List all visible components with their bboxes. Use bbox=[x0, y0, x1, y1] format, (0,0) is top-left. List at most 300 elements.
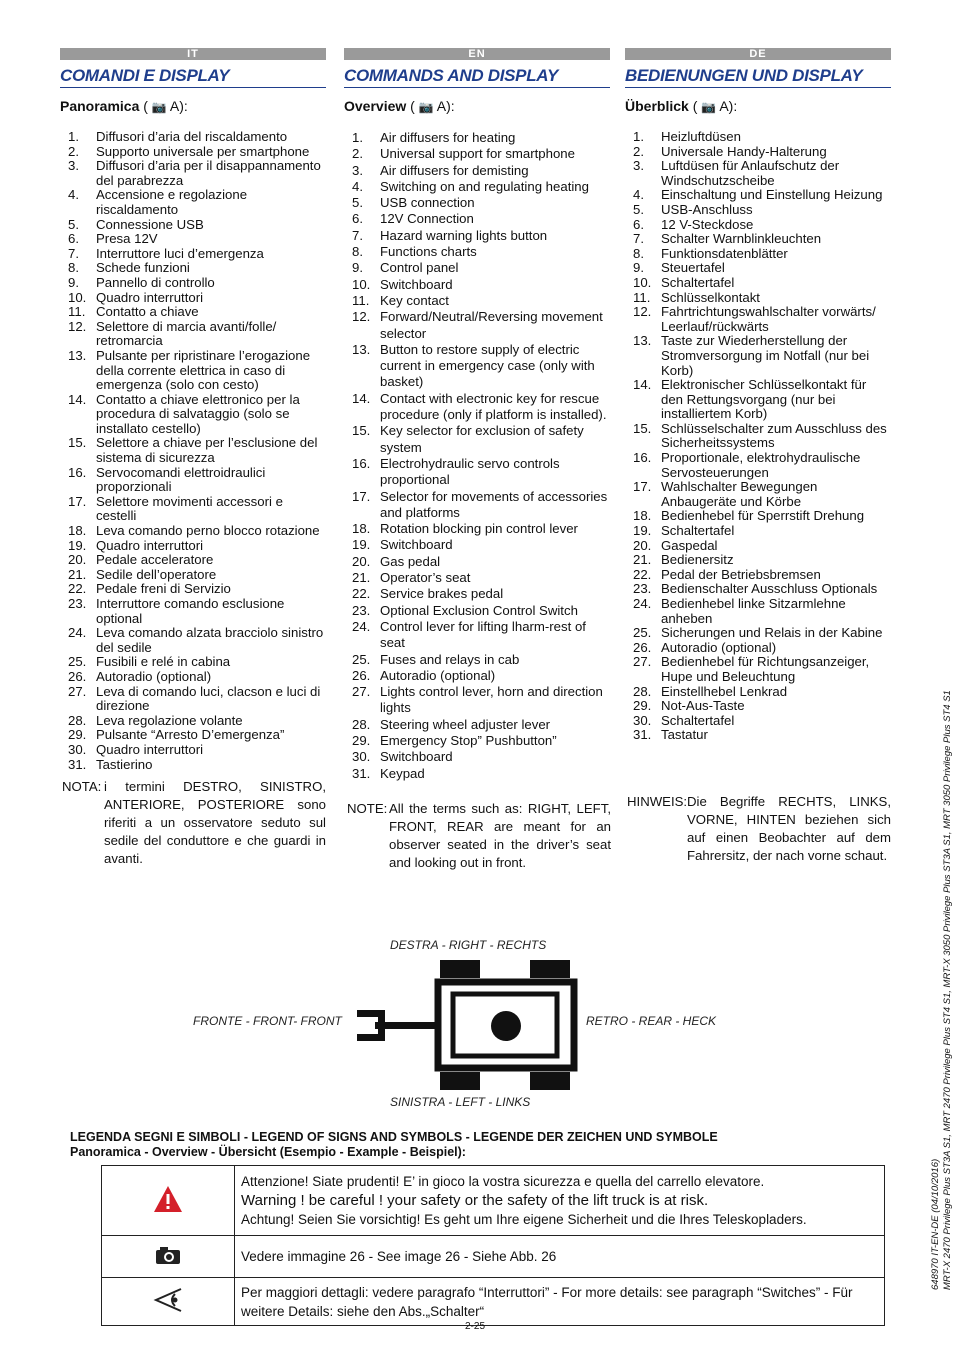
item-number: 27. bbox=[352, 684, 371, 700]
list-item bbox=[60, 655, 326, 670]
item-number: 20. bbox=[633, 537, 652, 553]
item-list-it bbox=[60, 130, 326, 772]
list-item bbox=[60, 466, 326, 495]
list-item bbox=[60, 539, 326, 554]
item-number: 23. bbox=[68, 596, 87, 611]
item-text: Operator’s seat bbox=[380, 570, 471, 586]
list-item bbox=[625, 203, 891, 218]
item-text: Autoradio (optional) bbox=[661, 639, 777, 655]
item-number: 1. bbox=[633, 129, 644, 144]
item-number: 30. bbox=[352, 749, 371, 765]
item-text: Forward/Neutral/Reversing movement selector bbox=[380, 309, 603, 341]
item-number: 7. bbox=[68, 245, 79, 261]
list-item bbox=[344, 456, 610, 489]
section-title-it: COMANDI E DISPLAY bbox=[60, 66, 326, 88]
item-text: Bedienhebel linke Sitzarmlehne anheben bbox=[661, 596, 846, 626]
item-number: 4. bbox=[633, 187, 644, 203]
lang-bar-en: EN bbox=[344, 48, 610, 60]
list-item bbox=[60, 232, 326, 247]
item-number: 27. bbox=[633, 654, 652, 670]
orientation-diagram bbox=[190, 935, 750, 1115]
list-item bbox=[60, 714, 326, 729]
overview-label: Overview bbox=[344, 98, 407, 114]
warning-text-it: Attenzione! Siate prudenti! E’ in gioco la vostra sicurezza e quella del carrello elevatore. bbox=[241, 1174, 765, 1189]
list-item bbox=[344, 179, 610, 195]
list-item bbox=[344, 749, 610, 765]
list-item bbox=[625, 188, 891, 203]
list-item bbox=[344, 293, 610, 309]
item-text: Selettore di marcia avanti/folle/ retromarcia bbox=[96, 318, 277, 349]
item-text: Rotation blocking pin control lever bbox=[380, 521, 578, 537]
list-item bbox=[344, 195, 610, 211]
item-text: Einschaltung und Einstellung Heizung bbox=[661, 187, 883, 203]
list-item bbox=[344, 766, 610, 782]
item-number: 11. bbox=[352, 292, 370, 308]
item-text: Quadro interruttori bbox=[96, 289, 204, 305]
item-number: 29. bbox=[633, 698, 652, 714]
item-number: 10. bbox=[68, 289, 87, 305]
item-number: 28. bbox=[633, 683, 652, 699]
item-text: Fusibili e relé in cabina bbox=[96, 654, 231, 670]
item-number: 3. bbox=[633, 158, 644, 174]
item-text: Universal support for smartphone bbox=[380, 146, 575, 162]
item-number: 25. bbox=[352, 651, 371, 667]
warning-icon bbox=[153, 1185, 183, 1213]
item-text: Key selector for exclusion of safety system bbox=[380, 423, 584, 455]
item-number: 7. bbox=[352, 227, 363, 243]
item-text: Gaspedal bbox=[661, 537, 718, 553]
legend-row-eye bbox=[102, 1278, 885, 1326]
item-number: 17. bbox=[633, 479, 652, 495]
item-number: 2. bbox=[68, 143, 79, 159]
list-item bbox=[625, 699, 891, 714]
item-number: 21. bbox=[352, 570, 371, 586]
overview-ref: A): bbox=[436, 98, 455, 114]
item-text: Gas pedal bbox=[380, 553, 441, 569]
note-label: HINWEIS: bbox=[627, 794, 688, 809]
list-item bbox=[344, 619, 610, 652]
legend-subtitle: Panoramica - Overview - Übersicht (Esempio - Example - Beispiel): bbox=[70, 1145, 466, 1159]
list-item bbox=[344, 489, 610, 522]
item-text: Tastierino bbox=[96, 756, 153, 772]
item-text: Bedienersitz bbox=[661, 552, 734, 568]
item-number: 22. bbox=[352, 586, 371, 602]
list-item bbox=[344, 244, 610, 260]
item-text: Luftdüsen für Anlaufschutz der Windschutzscheibe bbox=[661, 158, 840, 188]
list-item bbox=[60, 582, 326, 597]
item-number: 13. bbox=[633, 333, 652, 349]
list-item bbox=[60, 670, 326, 685]
list-item bbox=[625, 422, 891, 451]
list-item bbox=[625, 582, 891, 597]
list-item bbox=[625, 232, 891, 247]
item-text: Lights control lever, horn and direction lights bbox=[380, 684, 603, 716]
item-number: 12. bbox=[352, 309, 371, 325]
section-title-de: BEDIENUNGEN UND DISPLAY bbox=[625, 66, 891, 88]
item-number: 1. bbox=[68, 129, 79, 144]
item-text: Supporto universale per smartphone bbox=[96, 143, 310, 159]
item-number: 31. bbox=[352, 765, 371, 781]
note-it bbox=[62, 778, 326, 868]
item-number: 24. bbox=[352, 618, 371, 634]
list-item bbox=[60, 130, 326, 145]
item-number: 20. bbox=[352, 553, 371, 569]
page-number: 2-25 bbox=[465, 1321, 486, 1332]
camera-text-it-en: Vedere immagine 26 - See image 26 - bbox=[241, 1249, 469, 1264]
list-item bbox=[60, 349, 326, 393]
item-text: Service brakes pedal bbox=[380, 586, 504, 602]
list-item bbox=[60, 553, 326, 568]
item-list-de bbox=[625, 130, 891, 743]
column-german bbox=[625, 48, 891, 743]
item-number: 3. bbox=[352, 162, 363, 178]
item-text: Hazard warning lights button bbox=[380, 227, 548, 243]
item-number: 20. bbox=[68, 552, 87, 568]
list-item bbox=[625, 553, 891, 568]
item-text: Sicherungen und Relais in der Kabine bbox=[661, 625, 883, 641]
overview-heading-de: Überblick ( 📷 A): bbox=[625, 98, 738, 114]
legend-row-camera bbox=[102, 1236, 885, 1278]
lang-bar-de: DE bbox=[625, 48, 891, 60]
list-item bbox=[625, 378, 891, 422]
list-item bbox=[344, 342, 610, 391]
item-text: Schede funzioni bbox=[96, 260, 190, 276]
list-item bbox=[60, 743, 326, 758]
item-number: 9. bbox=[633, 260, 644, 276]
overview-label: Panoramica bbox=[60, 98, 140, 114]
item-text: Proportionale, elektrohydraulische Servosteuerungen bbox=[661, 450, 861, 480]
item-text: Control lever for lifting lharm-rest of seat bbox=[380, 618, 586, 651]
list-item bbox=[60, 159, 326, 188]
list-item bbox=[625, 509, 891, 524]
item-number: 26. bbox=[633, 639, 652, 655]
side-doc-info bbox=[930, 690, 954, 1290]
item-number: 4. bbox=[352, 178, 363, 194]
item-number: 9. bbox=[68, 274, 79, 290]
list-item bbox=[60, 320, 326, 349]
item-number: 30. bbox=[68, 741, 87, 757]
list-item bbox=[344, 733, 610, 749]
item-number: 6. bbox=[633, 216, 644, 232]
item-text: Servocomandi elettroidraulici proporzionali bbox=[96, 464, 266, 495]
item-number: 31. bbox=[68, 756, 87, 772]
item-text: Presa 12V bbox=[96, 231, 158, 247]
item-number: 19. bbox=[633, 523, 652, 539]
item-text: Pannello di controllo bbox=[96, 274, 215, 290]
item-text: 12V Connection bbox=[380, 211, 474, 227]
item-text: Schaltertafel bbox=[661, 274, 735, 290]
list-item bbox=[60, 495, 326, 524]
list-item bbox=[344, 260, 610, 276]
list-item bbox=[625, 728, 891, 743]
note-text: All the terms such as: RIGHT, LEFT, FRONT, REAR are meant for an observer seated in the driver’s seat and looking out in front. bbox=[389, 801, 611, 870]
overview-ref: A): bbox=[719, 98, 738, 114]
item-number: 25. bbox=[633, 625, 652, 641]
item-text: Connessione USB bbox=[96, 216, 204, 232]
item-text: Emergency Stop” Pushbutton” bbox=[380, 732, 557, 748]
item-number: 16. bbox=[352, 455, 371, 471]
item-number: 22. bbox=[68, 581, 87, 597]
item-number: 10. bbox=[352, 276, 371, 292]
item-number: 18. bbox=[352, 521, 371, 537]
eye-text-line2: weitere Details: siehe den Abs.„Schalter“ bbox=[241, 1303, 485, 1319]
camera-icon: 📷 bbox=[418, 100, 434, 114]
item-text: Contatto a chiave bbox=[96, 304, 199, 320]
list-item bbox=[625, 641, 891, 656]
list-item bbox=[60, 261, 326, 276]
list-item bbox=[60, 728, 326, 743]
item-number: 2. bbox=[633, 143, 644, 159]
item-number: 17. bbox=[68, 493, 87, 509]
label-rear: RETRO - REAR - HECK bbox=[586, 1014, 717, 1028]
note-label: NOTE: bbox=[347, 801, 388, 816]
item-number: 19. bbox=[352, 537, 371, 553]
list-item bbox=[60, 276, 326, 291]
section-title-en: COMMANDS AND DISPLAY bbox=[344, 66, 610, 88]
warning-text-de: Achtung! Seien Sie vorsichtig! Es geht um Ihre eigene Sicherheit und die Ihres Teleskopladers. bbox=[241, 1212, 807, 1227]
item-number: 18. bbox=[633, 508, 652, 524]
item-text: Pulsante per ripristinare l’erogazione della corrente elettrica in caso di emergenza (solo con cesto) bbox=[96, 347, 311, 393]
item-text: Contatto a chiave elettronico per la procedura di salvataggio (solo se installato cestello) bbox=[96, 391, 300, 436]
item-text: Interruttore luci d’emergenza bbox=[96, 245, 264, 261]
list-item bbox=[625, 305, 891, 334]
list-item bbox=[344, 423, 610, 456]
list-item bbox=[625, 655, 891, 684]
item-text: Pedale freni di Servizio bbox=[96, 581, 231, 597]
item-number: 15. bbox=[68, 435, 87, 451]
item-number: 26. bbox=[352, 667, 371, 683]
item-text: Fahrtrichtungswahlschalter vorwärts/ Leerlauf/rückwärts bbox=[661, 304, 876, 334]
legend-title: LEGENDA SEGNI E SIMBOLI - LEGEND OF SIGNS AND SYMBOLS - LEGENDE DER ZEICHEN UND SYMBOLE bbox=[70, 1130, 718, 1144]
list-item bbox=[60, 247, 326, 262]
item-text: Pedal der Betriebsbremsen bbox=[661, 566, 821, 582]
item-text: Heizluftdüsen bbox=[661, 129, 741, 144]
item-number: 16. bbox=[633, 450, 652, 466]
list-item bbox=[344, 277, 610, 293]
warning-text-en: Warning ! be careful ! your safety or the safety of the lift truck is at risk. bbox=[241, 1192, 709, 1209]
item-number: 27. bbox=[68, 683, 87, 699]
item-number: 7. bbox=[633, 231, 644, 247]
item-text: Not-Aus-Taste bbox=[661, 698, 745, 714]
item-number: 9. bbox=[352, 260, 363, 276]
item-text: Switchboard bbox=[380, 537, 453, 553]
item-text: Interruttore comando esclusione optional bbox=[96, 596, 285, 626]
item-text: Autoradio (optional) bbox=[380, 667, 496, 683]
note-label: NOTA: bbox=[62, 779, 102, 794]
list-item bbox=[625, 261, 891, 276]
list-item bbox=[344, 537, 610, 553]
list-item bbox=[625, 334, 891, 378]
list-item bbox=[625, 568, 891, 583]
list-item bbox=[625, 159, 891, 188]
overview-heading-it: Panoramica ( 📷 A): bbox=[60, 98, 188, 114]
note-text: Die Begriffe RECHTS, LINKS, VORNE, HINTEN beziehen sich auf einen Beobachter auf dem Fahrersitz, der nach vorne schaut. bbox=[687, 794, 891, 863]
list-item bbox=[625, 626, 891, 641]
item-number: 28. bbox=[68, 712, 87, 728]
item-text: Autoradio (optional) bbox=[96, 668, 212, 684]
item-number: 13. bbox=[352, 341, 371, 357]
item-number: 12. bbox=[633, 304, 652, 320]
list-item bbox=[344, 586, 610, 602]
item-text: Schalter Warnblinkleuchten bbox=[661, 231, 822, 247]
item-text: Switchboard bbox=[380, 276, 453, 292]
item-number: 24. bbox=[68, 625, 87, 641]
item-text: Wahlschalter Bewegungen Anbaugeräte und Körbe bbox=[661, 479, 818, 509]
item-number: 16. bbox=[68, 464, 87, 480]
item-text: Fuses and relays in cab bbox=[380, 651, 520, 667]
list-item bbox=[344, 668, 610, 684]
item-number: 25. bbox=[68, 654, 87, 670]
item-number: 31. bbox=[633, 727, 652, 743]
item-number: 29. bbox=[68, 727, 87, 743]
list-item bbox=[625, 451, 891, 480]
item-text: Optional Exclusion Control Switch bbox=[380, 602, 578, 618]
list-item bbox=[60, 685, 326, 714]
item-number: 4. bbox=[68, 187, 79, 203]
list-item bbox=[344, 391, 610, 424]
list-item bbox=[60, 393, 326, 437]
item-text: USB-Anschluss bbox=[661, 201, 753, 217]
list-item bbox=[625, 218, 891, 233]
overview-heading-en: Overview ( 📷 A): bbox=[344, 98, 455, 114]
column-english bbox=[344, 48, 610, 782]
item-number: 23. bbox=[352, 602, 371, 618]
eye-text-line1: Per maggiori dettagli: vedere paragrafo “Interruttori” - For more details: see paragraph “Switches” - Für bbox=[241, 1284, 853, 1300]
item-text: Steering wheel adjuster lever bbox=[380, 716, 551, 732]
item-text: Diffusori d’aria per il disappannamento del parabrezza bbox=[96, 158, 321, 188]
list-item bbox=[344, 130, 610, 146]
item-number: 5. bbox=[68, 216, 79, 232]
item-number: 24. bbox=[633, 596, 652, 611]
item-number: 6. bbox=[352, 211, 363, 227]
item-text: Leva regolazione volante bbox=[96, 712, 243, 728]
note-text: i termini DESTRO, SINISTRO, ANTERIORE, POSTERIORE sono riferiti a un osservatore seduto sul sedile del conduttore e che guardi in avanti. bbox=[104, 779, 326, 866]
item-text: Universale Handy-Halterung bbox=[661, 143, 827, 159]
camera-text-de: Siehe Abb. 26 bbox=[472, 1249, 557, 1264]
item-text: Leva di comando luci, clacson e luci di direzione bbox=[96, 683, 321, 714]
item-text: Tastatur bbox=[661, 727, 708, 743]
list-item bbox=[60, 305, 326, 320]
item-number: 15. bbox=[633, 420, 652, 436]
item-text: Quadro interruttori bbox=[96, 537, 204, 553]
list-item bbox=[625, 130, 891, 145]
list-item bbox=[625, 145, 891, 160]
list-item bbox=[625, 524, 891, 539]
list-item bbox=[344, 521, 610, 537]
item-list-en bbox=[344, 130, 610, 782]
list-item bbox=[344, 211, 610, 227]
item-number: 21. bbox=[633, 552, 652, 568]
list-item bbox=[60, 597, 326, 626]
item-text: Air diffusers for demisting bbox=[380, 162, 529, 178]
item-number: 14. bbox=[68, 391, 87, 407]
item-number: 11. bbox=[68, 304, 86, 320]
item-text: Selettore movimenti accessori e cestelli bbox=[96, 493, 283, 524]
list-item bbox=[625, 480, 891, 509]
item-text: Accensione e regolazione riscaldamento bbox=[96, 187, 248, 217]
item-text: USB connection bbox=[380, 195, 475, 211]
item-number: 19. bbox=[68, 537, 87, 553]
camera-icon: 📷 bbox=[701, 100, 717, 114]
item-number: 6. bbox=[68, 231, 79, 247]
list-item bbox=[60, 436, 326, 465]
item-number: 28. bbox=[352, 716, 371, 732]
list-item bbox=[60, 218, 326, 233]
item-text: Pulsante “Arresto D’emergenza” bbox=[96, 727, 285, 743]
item-number: 3. bbox=[68, 158, 79, 174]
item-text: Bedienhebel für Sperrstift Drehung bbox=[661, 508, 865, 524]
item-text: Switchboard bbox=[380, 749, 453, 765]
item-text: Diffusori d’aria del riscaldamento bbox=[96, 129, 288, 144]
list-item bbox=[625, 597, 891, 626]
item-text: Electrohydraulic servo controls proportional bbox=[380, 455, 560, 488]
item-number: 21. bbox=[68, 566, 87, 582]
item-number: 2. bbox=[352, 146, 363, 162]
eye-icon bbox=[153, 1287, 183, 1313]
item-text: Taste zur Wiederherstellung der Stromversorgung im Notfall (nur bei Korb) bbox=[661, 333, 870, 378]
item-text: Schaltertafel bbox=[661, 712, 735, 728]
list-item bbox=[625, 276, 891, 291]
overview-ref: A): bbox=[169, 98, 188, 114]
list-item bbox=[344, 652, 610, 668]
item-number: 15. bbox=[352, 423, 371, 439]
item-text: Functions charts bbox=[380, 244, 477, 260]
item-number: 8. bbox=[68, 260, 79, 276]
list-item bbox=[60, 626, 326, 655]
item-text: Switching on and regulating heating bbox=[380, 178, 589, 194]
item-number: 5. bbox=[352, 195, 363, 211]
item-text: Steuertafel bbox=[661, 260, 725, 276]
item-text: Leva comando perno blocco rotazione bbox=[96, 523, 320, 539]
item-number: 14. bbox=[352, 390, 371, 406]
item-text: Bedienschalter Ausschluss Optionals bbox=[661, 581, 878, 597]
list-item bbox=[344, 717, 610, 733]
item-text: Selector for movements of accessories and platforms bbox=[380, 488, 608, 520]
vehicle-top-view-icon bbox=[345, 960, 580, 1090]
item-number: 29. bbox=[352, 732, 371, 748]
list-item bbox=[344, 684, 610, 717]
list-item bbox=[344, 603, 610, 619]
list-item bbox=[344, 554, 610, 570]
list-item bbox=[60, 188, 326, 217]
lang-bar-it: IT bbox=[60, 48, 326, 60]
list-item bbox=[344, 146, 610, 162]
legend-row-warning bbox=[102, 1166, 885, 1236]
list-item bbox=[625, 714, 891, 729]
label-left: SINISTRA - LEFT - LINKS bbox=[390, 1095, 531, 1109]
item-number: 30. bbox=[633, 712, 652, 728]
column-italian bbox=[60, 48, 326, 772]
item-text: Elektronischer Schlüsselkontakt für den Rettungsvorgang (nur bei installiertem Korb) bbox=[661, 377, 867, 422]
list-item bbox=[344, 309, 610, 342]
camera-icon: 📷 bbox=[151, 100, 167, 114]
item-number: 8. bbox=[633, 245, 644, 261]
item-text: Einstellhebel Lenkrad bbox=[661, 683, 788, 699]
item-number: 10. bbox=[633, 274, 652, 290]
item-number: 1. bbox=[352, 130, 363, 145]
models-line: MRT-X 2470 Privilege Plus ST3A S1, MRT 2470 Privilege Plus ST4 S1, MRT-X 3050 Privilege Plus ST3A S1, MRT 3050 Privilege Plus ST4 S1 bbox=[942, 690, 953, 1290]
label-front: FRONTE - FRONT- FRONT bbox=[193, 1014, 342, 1028]
overview-label: Überblick bbox=[625, 98, 689, 114]
item-text: Key contact bbox=[380, 292, 449, 308]
item-number: 17. bbox=[352, 488, 371, 504]
item-text: Air diffusers for heating bbox=[380, 130, 516, 145]
item-number: 13. bbox=[68, 347, 87, 363]
item-text: Leva comando alzata bracciolo sinistro del sedile bbox=[96, 625, 324, 655]
list-item bbox=[625, 685, 891, 700]
item-text: Schlüsselschalter zum Ausschluss des Sicherheitssystems bbox=[661, 420, 887, 451]
list-item bbox=[344, 570, 610, 586]
